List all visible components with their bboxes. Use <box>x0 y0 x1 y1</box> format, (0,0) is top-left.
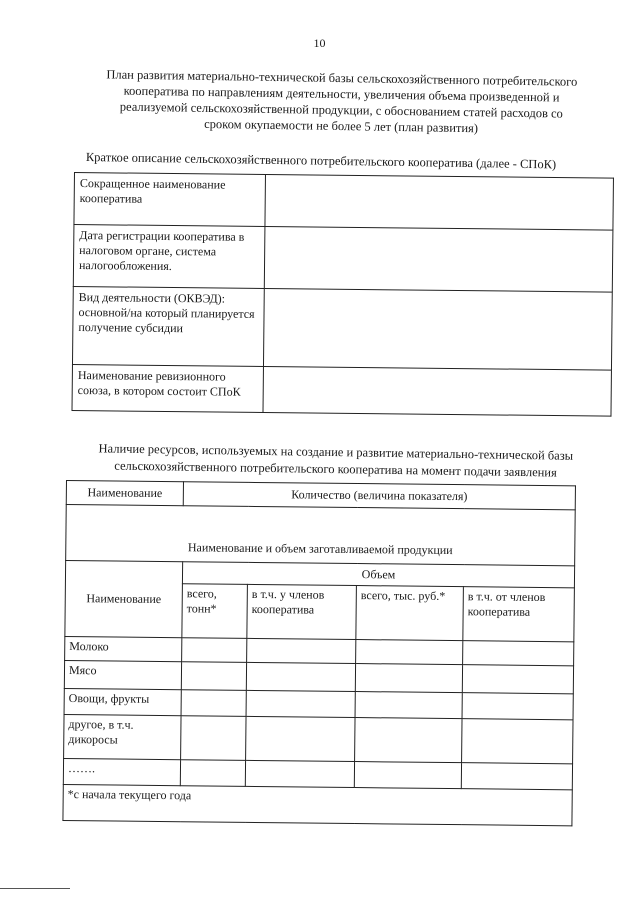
data-cell[interactable] <box>182 638 247 663</box>
value-cell[interactable] <box>264 227 613 293</box>
data-cell[interactable] <box>181 662 246 691</box>
data-cell[interactable] <box>461 763 572 790</box>
col-members-rub: в т.ч. от членов кооператива <box>463 587 575 642</box>
cooperative-description-table <box>71 172 613 417</box>
footnote: *с начала текущего года <box>63 784 572 825</box>
plan-title <box>81 66 602 138</box>
resources-title <box>75 440 595 482</box>
table-row <box>72 286 612 370</box>
data-cell[interactable] <box>246 662 355 691</box>
header-name: Наименование <box>66 481 183 506</box>
plan-title-line: кооператива по направлениям деятельности, увеличения объема произведенной и <box>123 83 560 105</box>
data-cell[interactable] <box>247 638 356 663</box>
plan-title-line: План развития материально-технической базы сельскохозяйственного потребительского <box>106 67 578 89</box>
header-quantity: Количество (величина показателя) <box>183 482 575 510</box>
row-label: Дата регистрации кооператива в налоговом органе, система налогообложения. <box>73 225 265 289</box>
page-number: 10 <box>313 36 326 50</box>
table-row <box>73 225 613 293</box>
table-row <box>66 505 576 566</box>
data-cell[interactable] <box>355 718 462 763</box>
data-cell[interactable] <box>246 690 355 717</box>
resources-title-line: сельскохозяйственного потребительского кооператива на момент подачи заявления <box>114 458 557 480</box>
table-row <box>74 173 614 231</box>
data-cell[interactable] <box>181 716 246 761</box>
section-title: Наименование и объем заготавливаемой продукции <box>66 505 576 566</box>
row-label: другое, в т.ч. дикоросы <box>64 714 181 759</box>
data-cell[interactable] <box>355 664 462 693</box>
col-members-tons: в т.ч. у членов кооператива <box>247 584 357 639</box>
data-cell[interactable] <box>463 641 574 666</box>
row-label: Овощи, фрукты <box>64 688 181 715</box>
data-cell[interactable] <box>356 640 463 665</box>
cooperative-description-title: Краткое описание сельскохозяйственного потребительского кооператива (далее - СПоК) <box>85 150 557 172</box>
data-cell[interactable] <box>462 665 573 694</box>
table-row <box>65 561 574 588</box>
volume-header: Объем <box>182 562 574 588</box>
resources-table <box>62 480 576 826</box>
value-cell[interactable] <box>263 288 612 370</box>
table-row <box>63 784 572 825</box>
data-cell[interactable] <box>462 693 573 720</box>
data-cell[interactable] <box>180 760 245 787</box>
footnote-divider <box>0 888 70 889</box>
data-cell[interactable] <box>354 762 461 789</box>
row-label: ……. <box>63 758 180 785</box>
col-total-rub: всего, тыс. руб.* <box>356 586 464 641</box>
data-cell[interactable] <box>245 760 354 787</box>
col-total-tons: всего, тонн* <box>182 584 248 639</box>
data-cell[interactable] <box>462 719 573 764</box>
data-cell[interactable] <box>181 690 246 717</box>
table-row <box>64 714 573 763</box>
row-label: Сокращенное наименование кооператива <box>74 173 266 227</box>
plan-title-line: сроком окупаемости не более 5 лет (план развития) <box>204 116 479 136</box>
row-label: Вид деятельности (ОКВЭД): основной/на который планируется получение субсидии <box>72 286 264 366</box>
row-label: Наименование ревизионного союза, в котором состоит СПоК <box>72 364 263 412</box>
data-cell[interactable] <box>246 716 355 761</box>
value-cell[interactable] <box>265 175 614 231</box>
value-cell[interactable] <box>263 366 611 416</box>
plan-title-line: реализуемой сельскохозяйственной продукции, с обоснованием статей расходов со <box>119 99 563 121</box>
subheader-name: Наименование <box>65 561 183 638</box>
resources-title-line: Наличие ресурсов, используемых на создание и развитие материально-технической базы <box>98 441 574 463</box>
table-row <box>72 364 611 416</box>
data-cell[interactable] <box>355 692 462 719</box>
row-label: Мясо <box>64 660 181 689</box>
row-label: Молоко <box>65 636 182 661</box>
